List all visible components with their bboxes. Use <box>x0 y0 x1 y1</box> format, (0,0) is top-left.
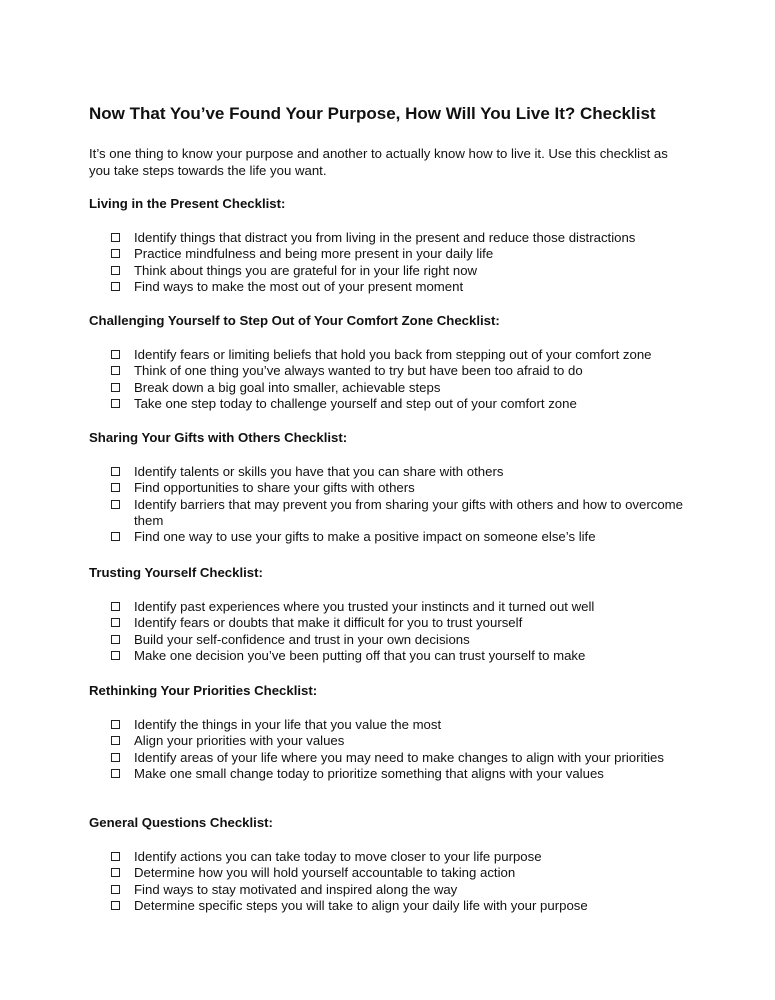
checklist-item-label: Identify things that distract you from living in the present and reduce those distractions <box>134 230 636 245</box>
checklist-item <box>110 529 694 545</box>
checklist-item <box>110 230 694 246</box>
section-heading: Trusting Yourself Checklist: <box>89 565 263 580</box>
checkbox[interactable] <box>111 885 120 894</box>
checkbox[interactable] <box>111 602 120 611</box>
checklist-item-label: Take one step today to challenge yourself and step out of your comfort zone <box>134 395 577 411</box>
intro-paragraph: It’s one thing to know your purpose and another to actually know how to live it. Use this checklist as you take steps towards the life you want. <box>89 146 668 178</box>
checkbox[interactable] <box>111 483 120 492</box>
checklist-item <box>110 632 694 648</box>
checklist-item-label: Identify actions you can take today to move closer to your life purpose <box>134 849 542 864</box>
checklist-item-label: Find one way to use your gifts to make a positive impact on someone else’s life <box>134 529 596 545</box>
checklist-item <box>110 898 694 914</box>
checklist-items <box>110 464 710 545</box>
checklist-item <box>110 599 694 615</box>
checklist-item <box>110 464 694 480</box>
checkbox[interactable] <box>111 651 120 660</box>
checklist-item-label: Break down a big goal into smaller, achievable steps <box>134 379 441 395</box>
checkbox[interactable] <box>111 736 120 745</box>
checklist-item <box>110 882 694 898</box>
checkbox[interactable] <box>111 467 120 476</box>
section-heading: Living in the Present Checklist: <box>89 196 286 211</box>
checkbox[interactable] <box>111 868 120 877</box>
checkbox[interactable] <box>111 383 120 392</box>
checklist-item <box>110 750 694 766</box>
checklist-item-label: Practice mindfulness and being more present in your daily life <box>134 246 494 262</box>
checklist-item <box>110 648 694 664</box>
checklist-item-label: Identify talents or skills you have that you can share with others <box>134 464 504 479</box>
checkbox[interactable] <box>111 366 120 375</box>
checkbox[interactable] <box>111 399 120 408</box>
checklist-item-label: Make one small change today to prioritize something that aligns with your values <box>134 765 604 781</box>
checkbox[interactable] <box>111 753 120 762</box>
checklist-items <box>110 849 710 914</box>
checklist-item <box>110 497 694 530</box>
checklist-item <box>110 849 694 865</box>
checklist-item <box>110 279 694 295</box>
checkbox[interactable] <box>111 720 120 729</box>
checklist-item-label: Identify fears or doubts that make it difficult for you to trust yourself <box>134 615 523 631</box>
checkbox[interactable] <box>111 901 120 910</box>
checklist-items <box>110 347 710 412</box>
checkbox[interactable] <box>111 500 120 509</box>
checklist-items <box>110 717 710 782</box>
checkbox[interactable] <box>111 266 120 275</box>
checklist-item-label: Determine how you will hold yourself accountable to taking action <box>134 865 516 881</box>
checklist-item <box>110 865 694 881</box>
checklist-item-label: Identify past experiences where you trusted your instincts and it turned out well <box>134 599 595 614</box>
checklist-item-label: Align your priorities with your values <box>134 733 345 749</box>
section-heading: Challenging Yourself to Step Out of Your Comfort Zone Checklist: <box>89 313 500 328</box>
checklist-item-label: Find ways to stay motivated and inspired along the way <box>134 881 458 897</box>
checklist-item-label: Identify fears or limiting beliefs that hold you back from stepping out of your comfort zone <box>134 347 652 362</box>
section-heading: Rethinking Your Priorities Checklist: <box>89 683 318 698</box>
checklist-item-label: Identify the things in your life that you value the most <box>134 717 442 732</box>
checklist-item-label: Build your self-confidence and trust in your own decisions <box>134 631 470 647</box>
checklist-item <box>110 347 694 363</box>
checkbox[interactable] <box>111 233 120 242</box>
checkbox[interactable] <box>111 635 120 644</box>
checkbox[interactable] <box>111 282 120 291</box>
checkbox[interactable] <box>111 852 120 861</box>
checklist-items <box>110 599 710 664</box>
checklist-item <box>110 615 694 631</box>
checklist-item <box>110 766 694 782</box>
checkbox[interactable] <box>111 769 120 778</box>
checklist-item <box>110 380 694 396</box>
section-heading: General Questions Checklist: <box>89 815 273 830</box>
checklist-item <box>110 396 694 412</box>
checklist-item <box>110 246 694 262</box>
checkbox[interactable] <box>111 618 120 627</box>
checklist-item-label: Find ways to make the most out of your present moment <box>134 278 464 294</box>
checkbox[interactable] <box>111 249 120 258</box>
checklist-item-label: Determine specific steps you will take to align your daily life with your purpose <box>134 897 588 913</box>
section-heading: Sharing Your Gifts with Others Checklist: <box>89 430 348 445</box>
checkbox[interactable] <box>111 532 120 541</box>
checklist-item <box>110 263 694 279</box>
checklist-items <box>110 230 710 295</box>
checklist-item-label: Find opportunities to share your gifts with others <box>134 480 415 496</box>
checklist-item <box>110 717 694 733</box>
checklist-item-label: Think about things you are grateful for in your life right now <box>134 262 478 278</box>
checklist-item-label: Identify barriers that may prevent you from sharing your gifts with others and how to overcome them <box>134 496 684 528</box>
checklist-item <box>110 480 694 496</box>
checklist-item-label: Think of one thing you’ve always wanted to try but have been too afraid to do <box>134 363 583 379</box>
checklist-item <box>110 363 694 379</box>
checklist-item <box>110 733 694 749</box>
checklist-item-label: Make one decision you’ve been putting off that you can trust yourself to make <box>134 647 586 663</box>
checklist-item-label: Identify areas of your life where you may need to make changes to align with your priorities <box>134 749 664 765</box>
checkbox[interactable] <box>111 350 120 359</box>
page-title: Now That You’ve Found Your Purpose, How Will You Live It? Checklist <box>89 104 656 123</box>
